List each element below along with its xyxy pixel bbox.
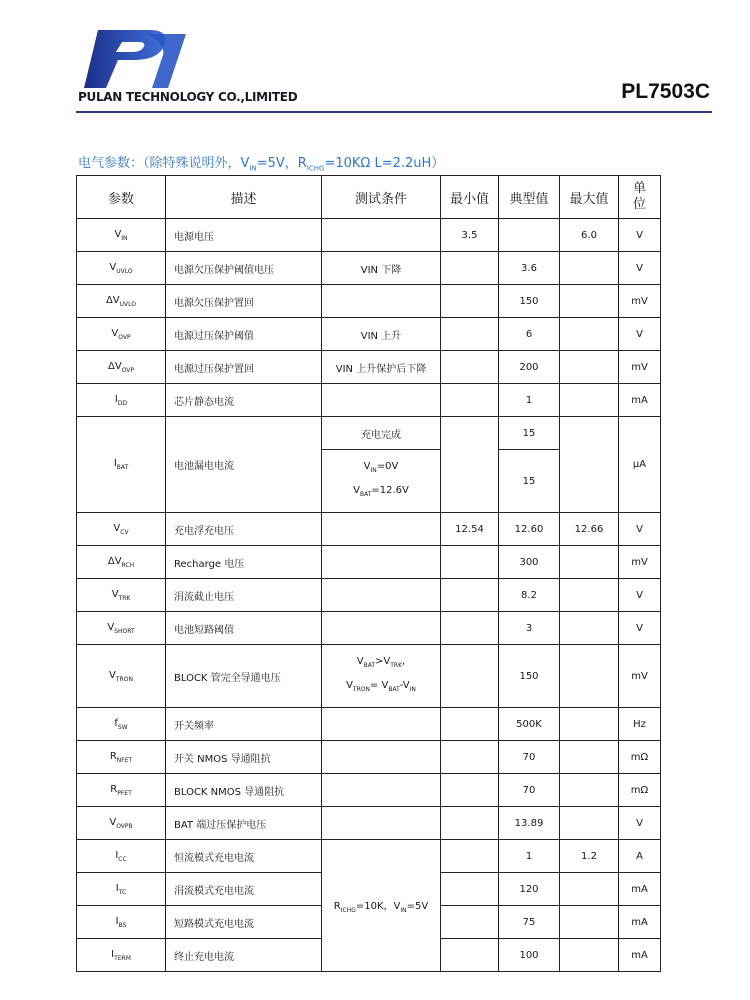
param-cell: $V_{IN}$: [77, 219, 166, 252]
max-cell: [560, 612, 619, 645]
table-row: [77, 579, 661, 612]
typ-cell: [499, 219, 560, 252]
company-logo: [78, 24, 190, 90]
desc-cell: 开关频率: [166, 708, 322, 741]
param-cell: $V_{TRK}$: [77, 579, 166, 612]
min-cell: [441, 318, 499, 351]
max-cell: [560, 318, 619, 351]
param-cell: $\Delta V_{RCH}$: [77, 546, 166, 579]
cond-cell: $V_{BAT}>V_{TRK}$, $V_{TRON}= V_{BAT}-V_{IN}$: [322, 645, 441, 708]
typ-cell: 3: [499, 612, 560, 645]
typ-cell: 70: [499, 741, 560, 774]
unit-cell: A: [619, 840, 661, 873]
unit-cell: mΩ: [619, 741, 661, 774]
typ-cell: 150: [499, 645, 560, 708]
unit-cell: V: [619, 219, 661, 252]
typ-cell: 1: [499, 840, 560, 873]
typ-cell: 13.89: [499, 807, 560, 840]
max-cell: [560, 873, 619, 906]
max-cell: [560, 741, 619, 774]
typ-cell: 150: [499, 285, 560, 318]
min-cell: [441, 708, 499, 741]
cond-cell: VIN 上升保护后下降: [322, 351, 441, 384]
min-cell: [441, 807, 499, 840]
typ-cell: 1: [499, 384, 560, 417]
table-row: [77, 741, 661, 774]
param-cell: $V_{UVLO}$: [77, 252, 166, 285]
unit-cell: V: [619, 252, 661, 285]
param-cell: $R_{PFET}$: [77, 774, 166, 807]
table-row: [77, 351, 661, 384]
cond-cell: [322, 384, 441, 417]
typ-cell: 3.6: [499, 252, 560, 285]
unit-cell: μA: [619, 417, 661, 513]
desc-cell: 涓流截止电压: [166, 579, 322, 612]
max-cell: [560, 774, 619, 807]
min-cell: [441, 252, 499, 285]
max-cell: [560, 252, 619, 285]
min-cell: [441, 546, 499, 579]
max-cell: [560, 351, 619, 384]
unit-cell: mA: [619, 906, 661, 939]
table-row: [77, 546, 661, 579]
max-cell: [560, 939, 619, 972]
param-cell: $V_{OVPB}$: [77, 807, 166, 840]
min-cell: [441, 285, 499, 318]
header-cond: 测试条件: [322, 176, 441, 219]
unit-cell: mV: [619, 546, 661, 579]
unit-cell: mV: [619, 645, 661, 708]
header-divider: [76, 111, 712, 113]
min-cell: [441, 612, 499, 645]
param-cell: $V_{CV}$: [77, 513, 166, 546]
max-cell: 12.66: [560, 513, 619, 546]
table-row: [77, 513, 661, 546]
cond-cell: [322, 285, 441, 318]
desc-cell: 电池漏电电流: [166, 417, 322, 513]
max-cell: [560, 417, 619, 513]
param-cell: $f_{SW}$: [77, 708, 166, 741]
desc-cell: BLOCK 管完全导通电压: [166, 645, 322, 708]
header-min: 最小值: [441, 176, 499, 219]
unit-cell: V: [619, 579, 661, 612]
unit-cell: V: [619, 318, 661, 351]
cond-cell: [322, 612, 441, 645]
table-header-row: [77, 176, 661, 219]
desc-cell: 终止充电电流: [166, 939, 322, 972]
typ-cell: 300: [499, 546, 560, 579]
cond-cell: $R_{ICHG}=10K$，$V_{IN}=5V$: [322, 840, 441, 972]
min-cell: [441, 645, 499, 708]
header-typ: 典型值: [499, 176, 560, 219]
param-cell: $\Delta V_{OVP}$: [77, 351, 166, 384]
desc-cell: Recharge 电压: [166, 546, 322, 579]
table-row: [77, 612, 661, 645]
cond-cell: $V_{IN}=0V$ $V_{BAT}=12.6V$: [322, 450, 441, 513]
desc-cell: 电源过压保护阈值: [166, 318, 322, 351]
cond-cell: [322, 513, 441, 546]
unit-cell: mΩ: [619, 774, 661, 807]
min-cell: [441, 939, 499, 972]
cond-cell: [322, 579, 441, 612]
desc-cell: 充电浮充电压: [166, 513, 322, 546]
desc-cell: 电源电压: [166, 219, 322, 252]
header-unit: 单位: [619, 176, 661, 219]
desc-cell: 芯片静态电流: [166, 384, 322, 417]
desc-cell: 电池短路阈值: [166, 612, 322, 645]
table-row: [77, 840, 661, 873]
param-cell: $I_{DD}$: [77, 384, 166, 417]
header-desc: 描述: [166, 176, 322, 219]
param-cell: $I_{BAT}$: [77, 417, 166, 513]
max-cell: [560, 906, 619, 939]
desc-cell: BAT 端过压保护电压: [166, 807, 322, 840]
typ-cell: 12.60: [499, 513, 560, 546]
param-cell: $I_{BS}$: [77, 906, 166, 939]
company-name: PULAN TECHNOLOGY CO.,LIMITED: [78, 90, 298, 104]
table-row: [77, 252, 661, 285]
table-row: [77, 318, 661, 351]
typ-cell: 120: [499, 873, 560, 906]
min-cell: 12.54: [441, 513, 499, 546]
unit-cell: V: [619, 513, 661, 546]
cond-cell: [322, 741, 441, 774]
section-title: 电气参数：（除特殊说明外，$V_{IN}=5V$，$R_{ICHG}=10K\Omega$ L=2.2uH）: [78, 156, 445, 173]
unit-cell: V: [619, 807, 661, 840]
table-row: [77, 807, 661, 840]
table-row: [77, 285, 661, 318]
unit-cell: mA: [619, 939, 661, 972]
header-param: 参数: [77, 176, 166, 219]
typ-cell: 6: [499, 318, 560, 351]
desc-cell: 电源欠压保护阈值电压: [166, 252, 322, 285]
min-cell: [441, 417, 499, 513]
max-cell: [560, 579, 619, 612]
typ-cell: 70: [499, 774, 560, 807]
typ-cell: 15: [499, 417, 560, 450]
unit-cell: V: [619, 612, 661, 645]
param-cell: $V_{SHORT}$: [77, 612, 166, 645]
typ-cell: 500K: [499, 708, 560, 741]
min-cell: 3.5: [441, 219, 499, 252]
typ-cell: 75: [499, 906, 560, 939]
desc-cell: BLOCK NMOS 导通阻抗: [166, 774, 322, 807]
desc-cell: 电源欠压保护置回: [166, 285, 322, 318]
min-cell: [441, 384, 499, 417]
min-cell: [441, 741, 499, 774]
param-cell: $V_{TRON}$: [77, 645, 166, 708]
table-row: [77, 774, 661, 807]
table-row-ibat-1: [77, 417, 661, 450]
typ-cell: 8.2: [499, 579, 560, 612]
min-cell: [441, 774, 499, 807]
param-cell: $\Delta V_{UVLO}$: [77, 285, 166, 318]
param-cell: $I_{TC}$: [77, 873, 166, 906]
min-cell: [441, 873, 499, 906]
cond-cell: VIN 下降: [322, 252, 441, 285]
param-cell: $V_{OVP}$: [77, 318, 166, 351]
cond-cell: [322, 807, 441, 840]
param-cell: $R_{NFET}$: [77, 741, 166, 774]
desc-cell: 短路模式充电电流: [166, 906, 322, 939]
max-cell: 1.2: [560, 840, 619, 873]
cond-cell: [322, 774, 441, 807]
max-cell: [560, 546, 619, 579]
param-cell: $I_{CC}$: [77, 840, 166, 873]
cond-cell: [322, 546, 441, 579]
max-cell: [560, 708, 619, 741]
cond-cell: [322, 219, 441, 252]
cond-cell: 充电完成: [322, 417, 441, 450]
max-cell: [560, 384, 619, 417]
table-row: [77, 219, 661, 252]
cond-cell: VIN 上升: [322, 318, 441, 351]
min-cell: [441, 906, 499, 939]
min-cell: [441, 579, 499, 612]
desc-cell: 开关 NMOS 导通阻抗: [166, 741, 322, 774]
cond-cell: [322, 708, 441, 741]
max-cell: [560, 285, 619, 318]
unit-cell: Hz: [619, 708, 661, 741]
typ-cell: 15: [499, 450, 560, 513]
unit-cell: mV: [619, 285, 661, 318]
unit-cell: mA: [619, 384, 661, 417]
param-cell: $I_{TERM}$: [77, 939, 166, 972]
min-cell: [441, 351, 499, 384]
part-number: PL7503C: [621, 80, 710, 103]
table-row: [77, 384, 661, 417]
table-row: [77, 708, 661, 741]
min-cell: [441, 840, 499, 873]
unit-cell: mA: [619, 873, 661, 906]
max-cell: 6.0: [560, 219, 619, 252]
typ-cell: 100: [499, 939, 560, 972]
typ-cell: 200: [499, 351, 560, 384]
header-max: 最大值: [560, 176, 619, 219]
table-row-vtron: [77, 645, 661, 708]
desc-cell: 电源过压保护置回: [166, 351, 322, 384]
max-cell: [560, 807, 619, 840]
desc-cell: 恒流模式充电电流: [166, 840, 322, 873]
desc-cell: 涓流模式充电电流: [166, 873, 322, 906]
electrical-parameters-table: [76, 175, 661, 972]
max-cell: [560, 645, 619, 708]
unit-cell: mV: [619, 351, 661, 384]
